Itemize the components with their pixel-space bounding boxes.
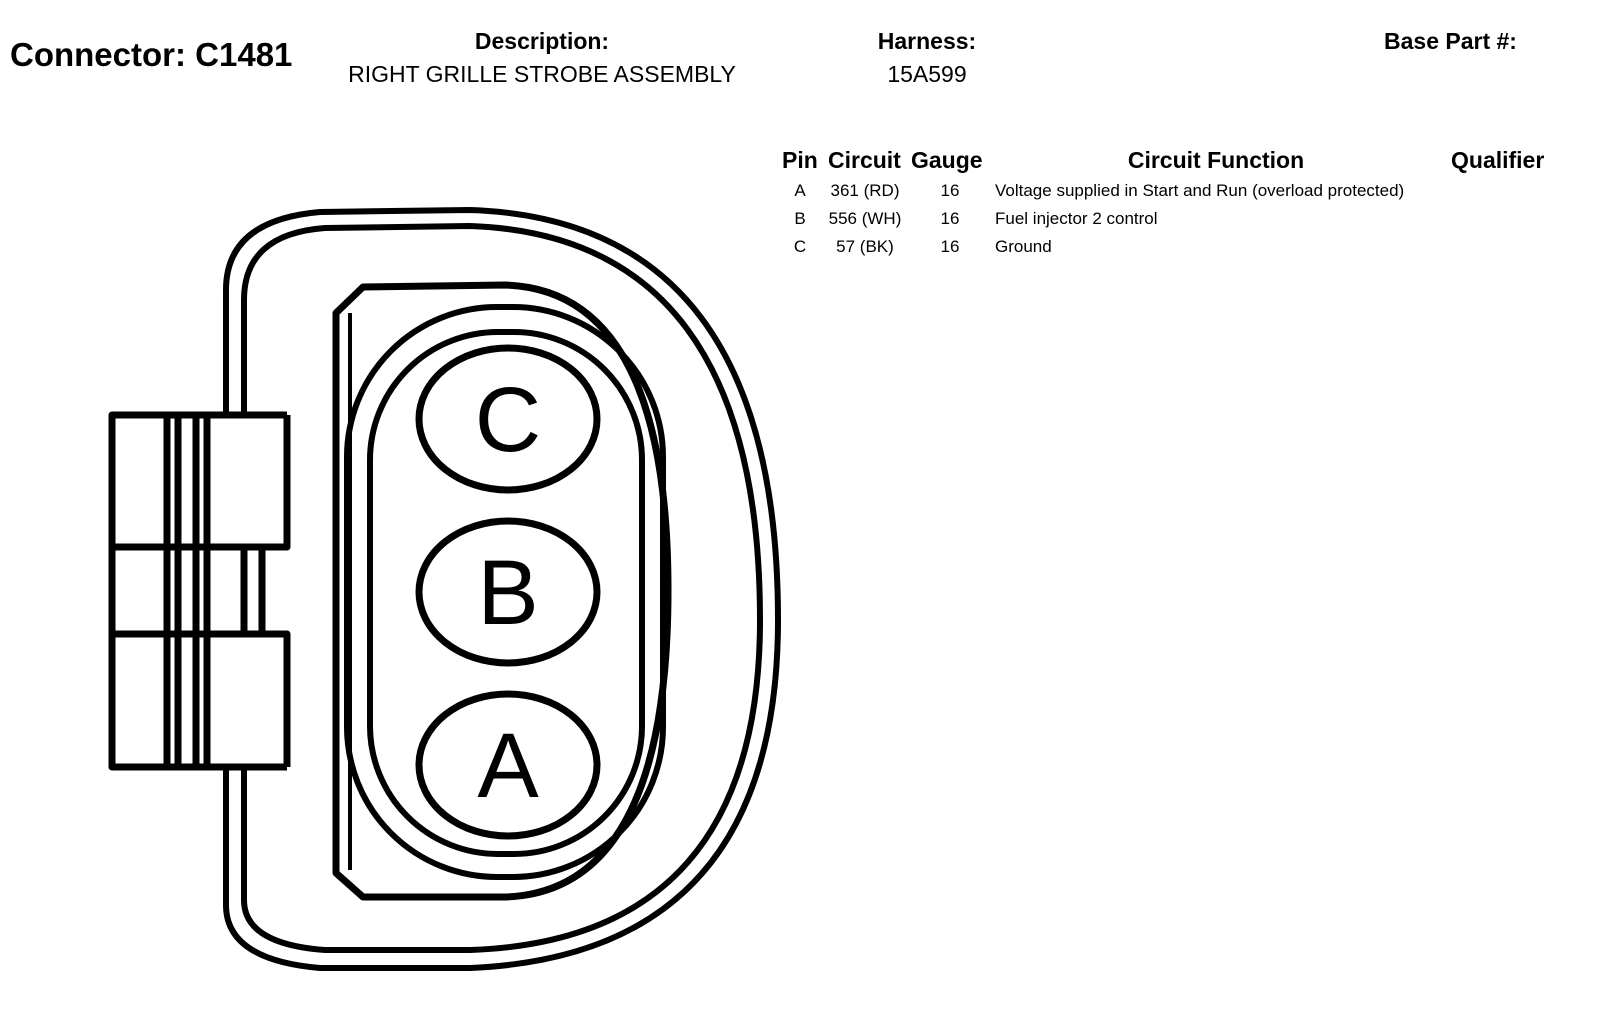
column-header-qualifier: Qualifier [1451, 147, 1545, 173]
row-pin: C [793, 237, 807, 256]
column-header-circuit: Circuit [828, 147, 901, 173]
row-circuit: 556 (WH) [828, 209, 902, 228]
column-header-pin: Pin [782, 147, 818, 173]
row-gauge: 16 [940, 209, 960, 228]
description-label: Description: [474, 28, 610, 54]
row-function: Voltage supplied in Start and Run (overload protected) [995, 181, 1405, 200]
pin-label-a: A [477, 715, 539, 817]
column-header-gauge: Gauge [911, 147, 983, 173]
row-circuit: 361 (RD) [830, 181, 900, 200]
row-circuit: 57 (BK) [836, 237, 894, 256]
connector-title: Connector: C1481 [10, 36, 293, 73]
pin-label-b: B [477, 542, 539, 644]
row-pin: B [794, 209, 806, 228]
row-pin: A [794, 181, 806, 200]
locking-latch [112, 415, 287, 767]
row-function: Ground [995, 237, 1052, 256]
row-gauge: 16 [940, 237, 960, 256]
row-function: Fuel injector 2 control [995, 209, 1158, 228]
row-gauge: 16 [940, 181, 960, 200]
base-part-label: Base Part #: [1384, 28, 1517, 54]
pin-label-c: C [474, 369, 542, 471]
description-value: RIGHT GRILLE STROBE ASSEMBLY [348, 61, 736, 87]
harness-value: 15A599 [887, 61, 967, 87]
column-header-circuit-function: Circuit Function [1127, 147, 1305, 173]
harness-label: Harness: [877, 28, 977, 54]
